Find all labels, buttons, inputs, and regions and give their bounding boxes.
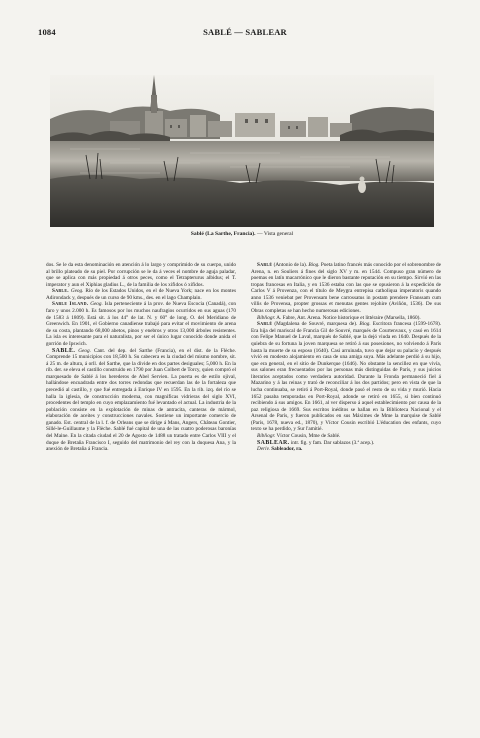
derivation-sablear: Deriv. Sableador, ra.: [257, 446, 303, 453]
caption-place: Sablé (La Sarthe, Francia).: [190, 231, 256, 237]
entry-sable-island: Sable Island. Geog. Isla perteneciente á la prov. de Nueva Escocia (Canadá), con faro y unos 2.000 h. Es famosos por los muchos naufragios ocurridos en sus aguas (170 de 1583 á 1809). Está sit. á los 44° de lat. N. y 60° de long. O. del Meridiano de Greenwich. En 1901, el Gobierno canadiense trabajó para evitar el movimiento de arena de su costa, plantando 68,000 abetos, pinos y enebros y otros 13,000 árboles resistentes. La isla es interesante para el naturalista, por ser el único lugar conocido donde anida el gorrión de Ipswich.: [46, 301, 236, 347]
bibliography-antonio: Bibliogr. A. Fabre, Ant. Arena. Notice historique et littéraire (Marsella, 1860).: [257, 314, 421, 321]
entry-sable-magdalena: Sablé (Magdalena de Souvré, marquesa de). Biog. Escritora francesa (1599-1678). Era hija del mariscal de Francia Gil de Souvré, marqués de Courtenvaux, y casó en 1614 con Felipe Manuel de Laval, marqués de Sablé, que la dejó viuda en 1640. Después de la quiebra de su fortuna la joven marquesa se retiró á sus posesiones, no volviendo á París hasta la muerte de su esposo (1640). Casi arruinada, tuvo que dejar su palacio y después vivió en modesto alojamiento en casa de una amiga suya. Más adelante perdió á su hijo, que era general, en el sitio de Dunkerque (1646). No obstante la sencillez en que vivía, sus salones eran frecuentados por las personas más distinguidas de París, y sus juicios literarios aceptados como verdadera autoridad. Durante la Fronda permaneció fiel á Mazarino y á las reinas y trató de reconciliar á los dos partidos; pero en vista de que la lucha continuaba, se retiró á Port-Royal, donde pasó el resto de su vida y murió. Hacia 1652 pasaba temporadas en Port-Royal, adonde se retiró en 1655, si bien continuó recibiendo á sus amigos. En 1661, al ver disperso á aquel establecimiento por causa de la paz religiosa de 1669. Sus escritos inéditos se hallan en la Biblioteca Nacional y el Arsenal de París, y fueron publicados en sus Máximes de Mme la marquise de Sablé (París, 1678, nueva ed., 1870), y Víctor Cousin escribió L'éducation des enfants, cuyo texto se ha perdido, y Sur l'amitié.: [251, 321, 441, 433]
entry-sable-canton: SABLÉ. Geog. Cant. del dep. del Sarthe (Francia), en el dist. de la Flèche. Comprende 15 municipios con 18,500 h. Su cabecera es la ciudad del mismo nombre, sit. á 25 m. de altura, á orll. del Sarthe, que la divide en dos partes desiguales; 5,000 h. En la rib. der. se eleva el castillo construido en 1790 por Juan Colbert de Torcy, quien compró el marquesado de Sablé á los herederos de Abel Servien. La puerta es de estilo ojival, hallándose encuadrada entre dos torres redondas que recuerdan las de la fortaleza que precedió al castillo, y que fué entregada á Enrique IV en 1595. En la rib. izq. del río se halla la iglesia, de construcción moderna, con magníficas vidrieras del siglo XVI, procedentes del templo en cuyo emplazamiento fué levantado el actual. La industria de la población consiste en la explotación de minas de antracita, canteras de mármol, elaboración de aceites y construcciones navales. Sostiene un importante comercio de ganado. Est. central de la l. f. de Orleans que se dirige á Mans, Angers, Château Gontier, Sillé-le-Guillaume y la Flèche. Sablé fué capital de una de las cuatro poderosas baronías del Maine. En la citada ciudad el 20 de Agosto de 1488 un tratado entre Carlos VIII y el duque de Bretaña Francisco I, seguido del matrimonio del rey con la duquesa Ana, y la anexión de Bretaña á Francia.: [46, 347, 236, 453]
right-column: [251, 262, 441, 702]
town-photo-illustration: [50, 75, 434, 227]
caption-text: — Vista general: [255, 231, 294, 237]
photo-caption: [50, 231, 434, 238]
entry-sablear: SABLEAR. intr. fig. y fam. Dar sablazos (3.ª acep.).: [257, 439, 375, 446]
entry-sable-antonio: Sablé (Antonio de la). Biog. Poeta latino francés más conocido por el sobrenombre de Arena, n. en Souliers á fines del siglo XV y m. en 1544. Compuso gran número de poemas en latín macarrónico que le dieron bastante reputación en su tiempo. Sirvió en las tropas francesas en Italia, y en 1536 estaba con las que se opusieron á la expedición de Carlos V á Provenza, con el título de Meygra entrepisa catholiqua imperatoris quando anno 1536 veniebat per Provensam bene carrossatus in postam prendere Franssam cum villis de Provensa, propter grossas et menutas gentes rejohire (Aviñón, 1536). De sus Obras completas se han hecho numerosas ediciones.: [251, 262, 441, 315]
left-column: [46, 262, 236, 702]
entry-sable-river: Sable. Geog. Río de los Estados Unidos, en el de Nueva York; nace en los montes Adirondack y, después de un curso de 90 kms., des. en el lago Champlain.: [46, 288, 236, 301]
page-header: [38, 27, 452, 39]
town-photo: [50, 75, 434, 227]
bibliography-magdalena: Bibliogr. Víctor Cousin, Mme de Sablé.: [257, 433, 341, 440]
entry-continuation: dos. Se le da esta denominación en atención á lo largo y comprimido de su cuerpo, unido al brillo plateado de su piel. Por corrupción se le da á veces el nombre de aguja paladar, que se aplica con más propiedad á otros peces, como el Tetrapterurus albidus; el T. imperator y aun el Xiphias gladius L., de la familia de los xifidos ó xifidos.: [46, 262, 236, 288]
page-number: 1084: [38, 27, 56, 37]
running-title: SABLÉ — SABLEAR: [203, 27, 287, 37]
